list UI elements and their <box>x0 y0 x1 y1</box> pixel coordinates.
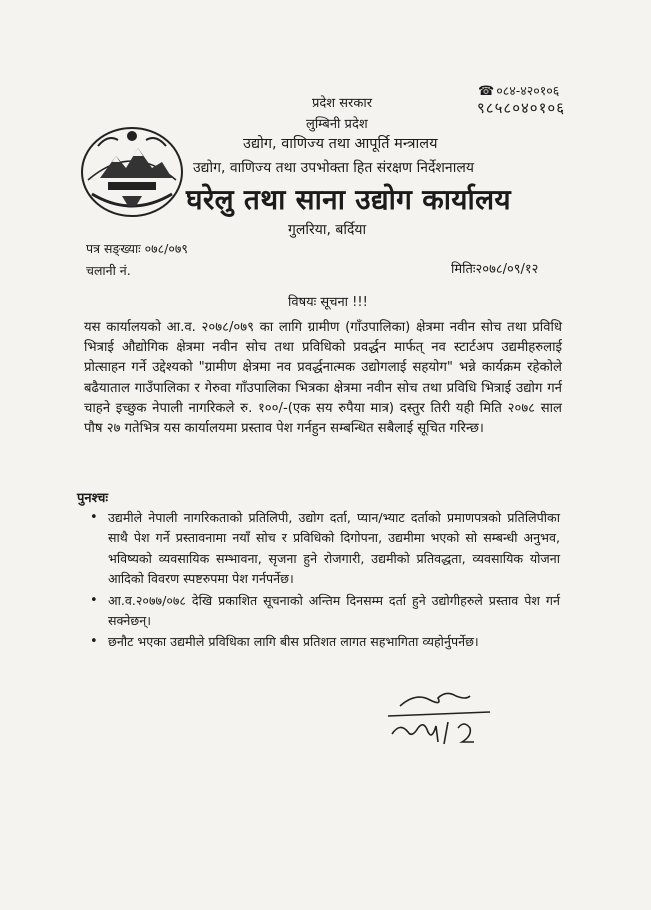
postscript-heading: पुनश्चः <box>77 491 109 506</box>
list-item <box>84 591 560 632</box>
phone-icon: ☎ <box>478 84 495 99</box>
phone-number <box>478 82 559 99</box>
dispatch-number: चलानी नं. <box>86 263 131 278</box>
letter-number: पत्र सङ्ख्याः ०७८/०७९ <box>86 241 188 256</box>
province-name: लुम्बिनी प्रदेश <box>306 117 368 132</box>
mobile-number: ९८५८०४०१०६ <box>477 99 566 117</box>
subject-line: विषयः सूचना !!! <box>288 295 368 310</box>
list-item <box>84 508 560 590</box>
nepal-emblem-icon <box>78 122 186 220</box>
government-name: प्रदेश सरकार <box>312 96 373 111</box>
office-address: गुलरिया, बर्दिया <box>288 222 367 238</box>
directorate-name: उद्योग, वाणिज्य तथा उपभोक्ता हित संरक्षण निर्देशनालय <box>193 160 474 176</box>
phone-text: ०८४-४२०१०६ <box>496 83 560 98</box>
letter-date: मितिः२०७८/०९/१२ <box>451 262 539 277</box>
ministry-name: उद्योग, वाणिज्य तथा आपूर्ति मन्त्रालय <box>243 136 438 152</box>
list-item-text: उद्यमीले नेपाली नागरिकताको प्रतिलिपी, उद्योग दर्ता, प्यान/भ्याट दर्ताको प्रमाणपत्रको प्रतिलिपीका साथै पेश गर्ने प्रस्तावनामा नयाँ सोच र प्रविधिको दिगोपना, उद्यमीमा भएको सो सम्बन्धी अनुभव, भविष्यको व्यवसायिक सम्भावना, सृजना हुने रोजगारी, उद्यमीको प्रतिवद्धता, व्यवसायिक योजना आदिको विवरण स्पष्टरुपमा पेश गर्नपर्नेछ। <box>108 510 560 587</box>
list-item-text: आ.व.२०७७/०७८ देखि प्रकाशित सूचनाको अन्तिम दिनसम्म दर्ता हुने उद्योगीहरुले प्रस्ताव पेश गर्न सक्नेछन्। <box>108 592 560 629</box>
bullet-icon: • <box>90 510 98 525</box>
bullet-icon: • <box>90 592 98 608</box>
office-name: घरेलु तथा साना उद्योग कार्यालय <box>186 183 511 216</box>
signature <box>386 684 506 750</box>
list-item <box>84 632 560 652</box>
bullet-icon: • <box>90 634 98 650</box>
list-item-text: छनौट भएका उद्यमीले प्रविधिका लागि बीस प्रतिशत लागत सहभागिता व्यहोर्नुपर्नेछ। <box>108 634 479 650</box>
notice-body: यस कार्यालयको आ.व. २०७८/०७९ का लागि ग्रामीण (गाँउपालिका) क्षेत्रमा नवीन सोच तथा प्रविधि भित्राई औद्योगिक क्षेत्रमा नवीन सोच तथा प्रविधिको प्रवर्द्धन मार्फत् नव स्टार्टअप उद्यमीहरुलाई प्रोत्साहन गर्ने उद्देश्यको "ग्रामीण क्षेत्रमा नव प्रवर्द्धनात्मक उद्योगलाई सहयोग" भन्ने कार्यक्रम रहेकोले बढैयाताल गाउँपालिका र गेरुवा गाँउपालिका भित्रका क्षेत्रमा नवीन सोच तथा प्रविधि भित्राई उद्योग गर्न चाहने इच्छुक नेपाली नागरिकले रु. १००/-(एक सय रुपैया मात्र) दस्तुर तिरी यही मिति २०७८ साल पौष २७ गतेभित्र यस कार्यालयमा प्रस्ताव पेश गर्नहुन सम्बन्धित सबैलाई सूचित गरिन्छ। <box>84 320 562 437</box>
postscript-list <box>84 508 560 654</box>
